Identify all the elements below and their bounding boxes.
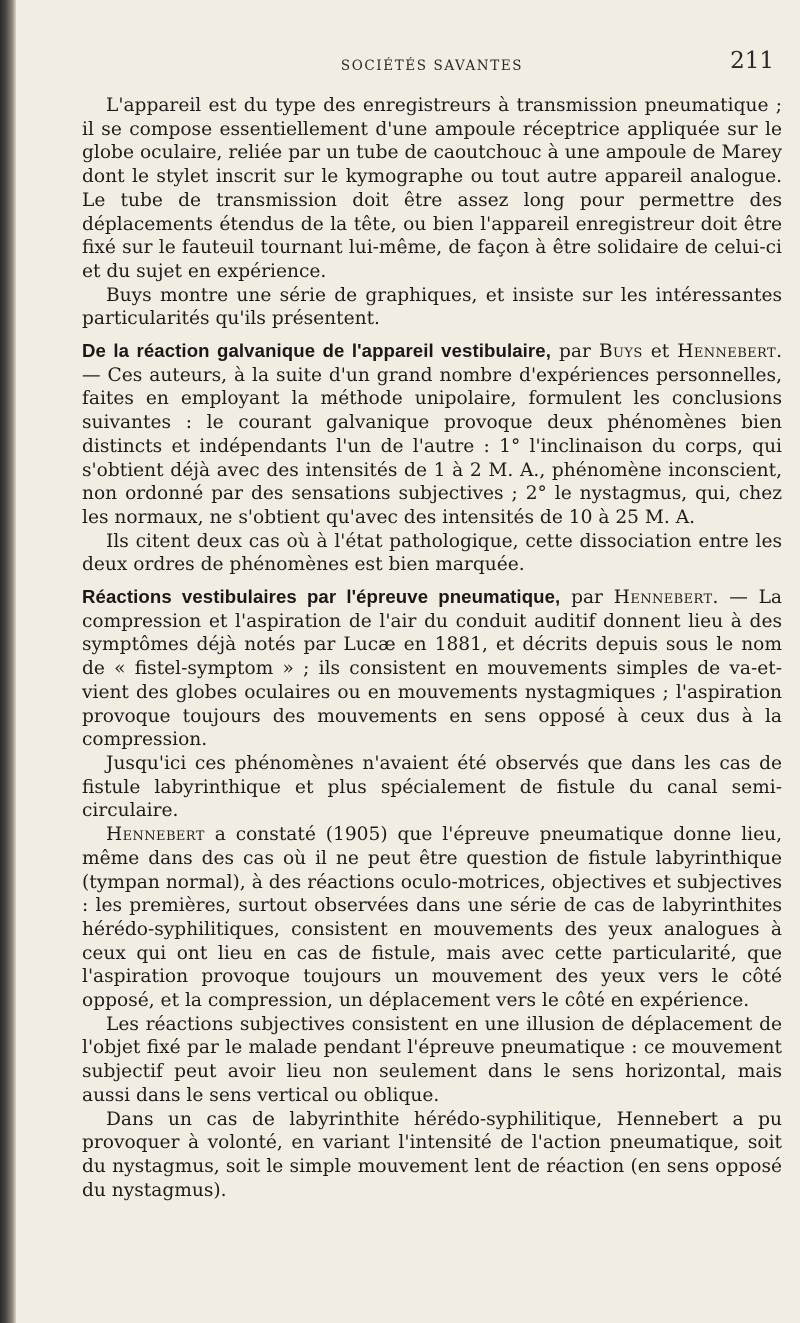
author-hennebert: Hennebert [613,587,713,609]
author-hennebert: Hennebert [677,341,777,363]
running-title: SOCIÉTÉS SAVANTES [340,58,524,74]
book-spine-shadow [0,0,16,1323]
section-pneumatic-test [82,585,782,752]
paragraph-fistula: Jusqu'ici ces phénomènes n'avaient été observés que dans les cas de fistule labyrinthique et plus spécialement de fistule du canal semi-circulaire. [82,752,782,822]
section-title-galvanic: De la réaction galvanique de l'appareil vestibulaire, [82,340,551,362]
page-number: 211 [730,48,774,74]
section-and: et [642,341,678,363]
section-title-pneumatic: Réactions vestibulaires par l'épreuve pneumatique, [82,586,561,608]
section-galvanic-reaction [82,339,782,530]
section-by: par [560,587,614,609]
paragraph-subjective-reactions: Les réactions subjectives consistent en une illusion de déplacement de l'objet fixé par le malade pendant l'épreuve pneumatique : ce mouvement subjectif peut avoir lieu non seulement dans le sens horizontal, mais aussi dans le sens vertical ou oblique. [82,1013,782,1106]
section-by: par [550,341,599,363]
section-body-pneumatic: . — La compression et l'aspiration de l'air du conduit auditif donnent lieu à des symptômes déjà notés par Lucæ en 1881, et décrits depuis sous le nom de « fistel-symptom » ; ils consistent en mouvements simples de va-et-vient des globes oculaires ou en mouvements nystagmiques ; l'aspiration provoque toujours des mouvements en sens opposé à ceux dus à la compression. [82,587,783,751]
paragraph-apparatus: L'appareil est du type des enregistreurs à transmission pneumatique ; il se compose essentiellement d'une ampoule réceptrice appliquée sur le globe oculaire, reliée par un tube de caoutchouc à une ampoule de Marey dont le stylet inscrit sur le kymographe ou tout autre appareil analogue. Le tube de transmission doit être assez long pour permettre des déplacements étendus de la tête, ou bien l'appareil enregistreur doit être fixé sur le fauteuil tournant lui-même, de façon à être solidaire de celui-ci et du sujet en expérience. [82,95,782,282]
paragraph-buys-graphs: Buys montre une série de graphiques, et insiste sur les intéressantes particularités qu'ils présentent. [82,284,782,330]
author-hennebert: Hennebert [106,824,205,846]
paragraph-hennebert-1905 [82,823,782,1013]
paragraph-case-labyrinthitis: Dans un cas de labyrinthite hérédo-syphilitique, Hennebert a pu provoquer à volonté, en variant l'intensité de l'action pneumatique, soit du nystagmus, soit le simple mouvement lent de réaction (en sens opposé du nystagmus). [82,1108,782,1201]
paragraph-two-cases: Ils citent deux cas où à l'état pathologique, cette dissociation entre les deux ordres de phénomènes est bien marquée. [82,530,782,576]
paragraph-hennebert-body: a constaté (1905) que l'épreuve pneumatique donne lieu, même dans des cas où il ne peut être question de fistule labyrinthique (tympan normal), à des réactions oculo-motrices, objectives et subjectives : les premières, surtout observées dans une série de cas de labyrinthites hérédo-syphilitiques, consistent en mouvements des yeux analogues à ceux qui ont lieu en cas de fistule, mais avec cette particularité, que l'aspiration provoque toujours un mouvement des yeux vers le côté opposé, et la compression, un déplacement vers le côté en expérience. [82,824,782,1012]
section-body-galvanic: . — Ces auteurs, à la suite d'un grand nombre d'expériences personnelles, faites en employant la méthode unipolaire, formulent les conclusions suivantes : le courant galvanique provoque deux phénomènes bien distincts et indépendants l'un de l'autre : 1° l'inclinaison du corps, qui s'obtient déjà avec des intensités de 1 à 2 M. A., phénomène inconscient, non ordonné par des sensations subjectives ; 2° le nystagmus, qui, chez les normaux, ne s'obtient qu'avec des intensités de 10 à 25 M. A. [82,341,782,528]
running-header [82,48,782,82]
author-buys: Buys [598,341,643,363]
page [82,48,782,1202]
